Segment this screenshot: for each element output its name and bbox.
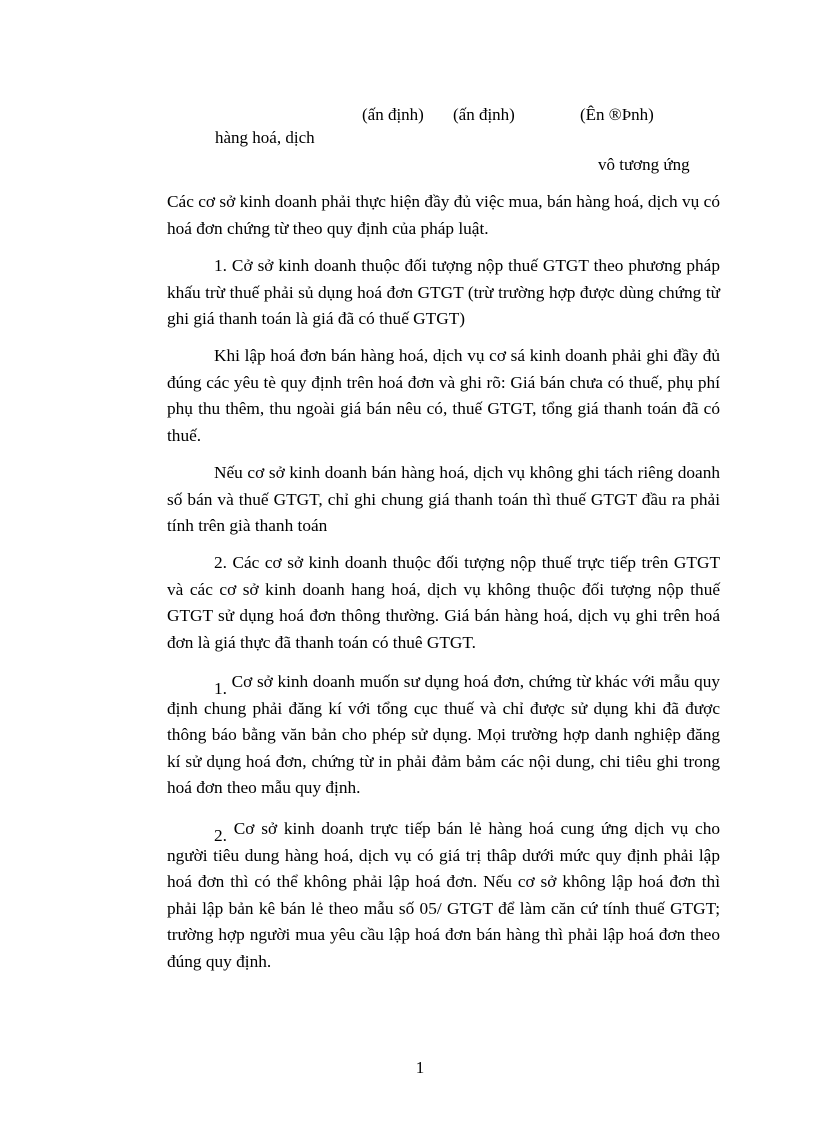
header-fragment-vo-tuong-ung: vô tương ứng [598, 155, 690, 174]
paragraph-7-text: Cơ sở kinh doanh trực tiếp bán lẻ hàng hoá cung ứng dịch vụ cho người tiêu dung hàng hoá, dịch vụ có giá trị thâp dưới mức quy định phải lập hoá đơn thì có thể không phải lập hoá đơn. Nếu cơ sở không lập hoá đơn thì phải lập bản kê bán lẻ theo mẫu số 05/ GTGT để làm căn cứ tính thuế GTGT; trường hợp người mua yêu cầu lập hoá đơn bán hàng thì phải lập hoá đơn theo đúng quy định. [167, 819, 720, 971]
page-number: 1 [415, 1058, 425, 1077]
paragraph-1: Các cơ sở kinh doanh phải thực hiện đầy đủ việc mua, bán hàng hoá, dịch vụ có hoá đơn chứng từ theo quy định của pháp luật. [167, 192, 720, 238]
header-fragment-an-dinh-1: (ấn định) [362, 105, 424, 124]
paragraph-6 [167, 669, 720, 802]
header-fragment-an-dinh-2: (ấn định) [453, 105, 515, 124]
paragraph-6-number: 1. [214, 679, 227, 698]
paragraph-7-number: 2. [214, 826, 227, 845]
paragraph-2: 1. Cở sở kinh doanh thuộc đối tượng nộp thuế GTGT theo phương pháp khấu trừ thuế phải sủ dụng hoá đơn GTGT (trừ trường hợp được dùng chứng từ ghi giá thanh toán là giá đã có thuế GTGT) [167, 256, 720, 328]
paragraph-5: 2. Các cơ sở kinh doanh thuộc đối tượng nộp thuế trực tiếp trên GTGT và các cơ sở kinh doanh hang hoá, dịch vụ không thuộc đối tượng nộp thuế GTGT sử dụng hoá đơn thông thường. Giá bán hàng hoá, dịch vụ ghi trên hoá đơn là giá thực đã thanh toán có thuê GTGT. [167, 553, 720, 652]
header-fragment-en-dinh: (Ên ®Þnh) [580, 105, 654, 124]
paragraph-3: Khi lập hoá đơn bán hàng hoá, dịch vụ cơ sá kinh doanh phải ghi đầy đủ đúng các yêu tè quy định trên hoá đơn và ghi rõ: Giá bán chưa có thuế, phụ phí phụ thu thêm, thu ngoài giá bán nêu có, thuế GTGT, tổng giá thanh toán đã có thuế. [167, 346, 720, 445]
paragraph-6-text: Cơ sở kinh doanh muốn sư dụng hoá đơn, chứng từ khác với mẫu quy định chung phải đăng kí với tổng cục thuế và chỉ được sử dụng khi đã được thông báo bằng văn bản cho phép sử dụng. Mọi trường hợp danh nghiệp đăng kí sử dụng hoá đơn, chứng từ in phải đảm bảm các nội dung, chi tiêu ghi trong hoá đơn theo mẫu quy định. [167, 672, 720, 797]
header-fragment-hang-hoa-dich: hàng hoá, dịch [215, 128, 315, 147]
paragraph-7 [167, 816, 720, 975]
paragraph-4: Nếu cơ sở kinh doanh bán hàng hoá, dịch vụ không ghi tách riêng doanh số bán và thuế GTGT, chỉ ghi chung giá thanh toán thì thuế GTGT đầu ra phải tính trên già thanh toán [167, 463, 720, 535]
